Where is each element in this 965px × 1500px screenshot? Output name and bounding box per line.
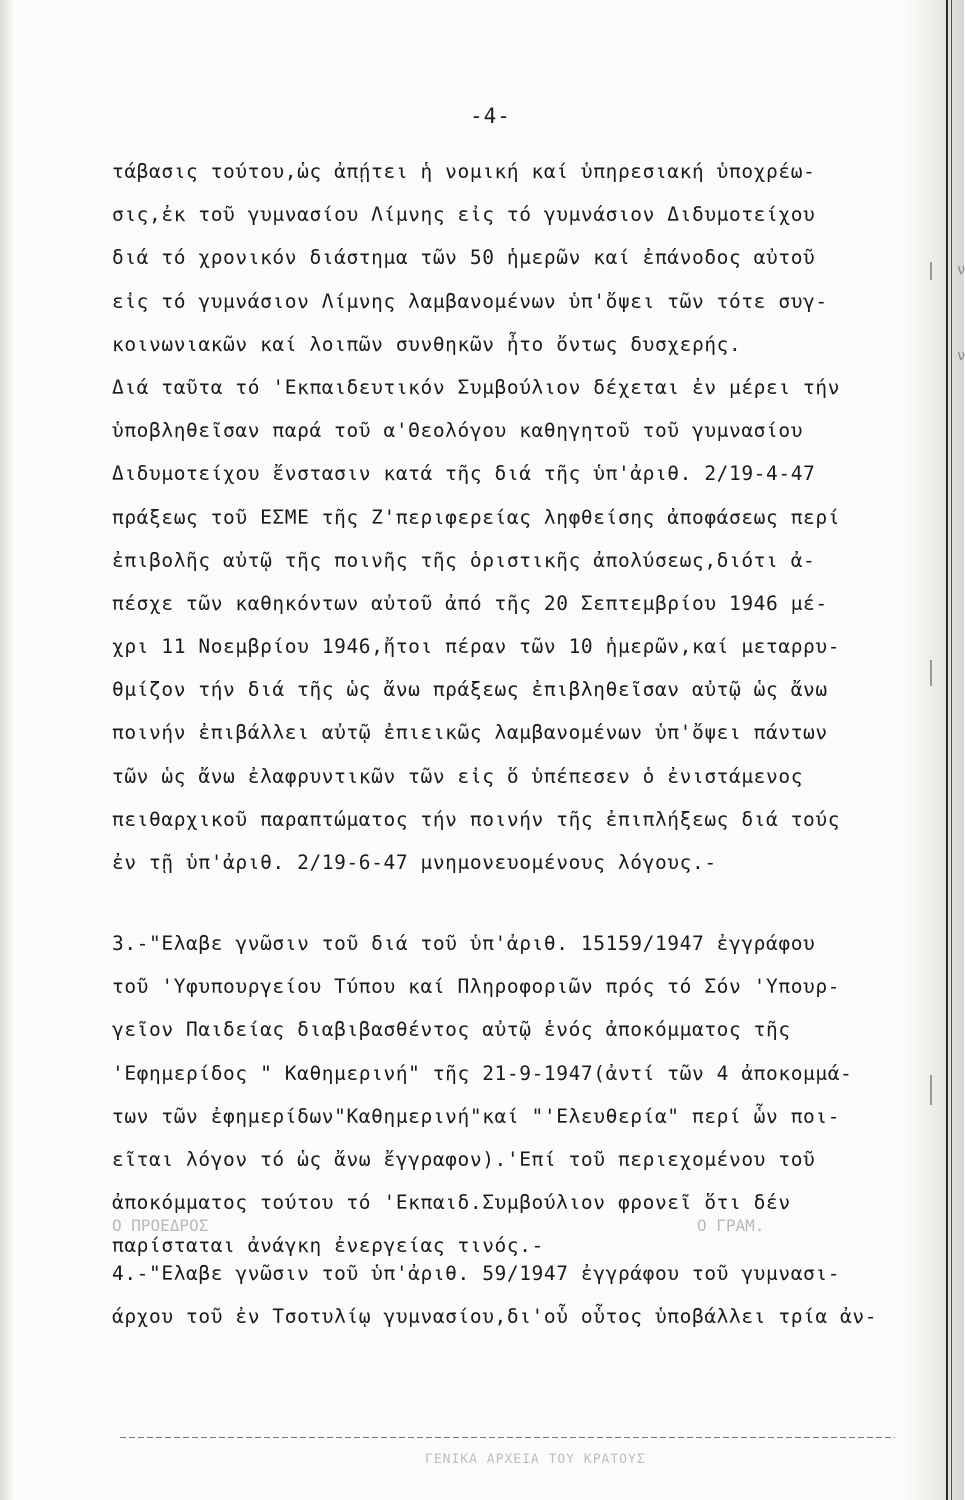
text-line: 'Εφημερίδος " Καθημερινή" τῆς 21-9-1947(ἀντί τῶν 4 ἀποκομμά-: [112, 1061, 853, 1085]
text-line: εἰς τό γυμνάσιον Λίμνης λαμβανομένων ὑπ'ὄψει τῶν τότε συγ-: [112, 289, 828, 313]
margin-mark: ν: [957, 348, 965, 364]
faint-signature-left: Ο ΠΡΟΕΔΡΟΣ: [112, 1216, 209, 1235]
text-line: θμίζον τήν διά τῆς ὡς ἄνω πράξεως ἐπιβληθεῖσαν αὐτῷ ὡς ἄνω: [112, 678, 828, 702]
text-line: τοῦ 'Υφυπουργείου Τύπου καί Πληροφοριῶν πρός τό Σόν 'Υπουρ-: [112, 975, 841, 999]
text-line: εῖται λόγον τό ὡς ἄνω ἔγγραφον).'Επί τοῦ περιεχομένου τοῦ: [112, 1147, 816, 1171]
archive-stamp-faint: ΓΕΝΙΚΑ ΑΡΧΕΙΑ ΤΟΥ ΚΡΑΤΟΥΣ: [425, 1452, 646, 1467]
binding-line: [951, 0, 952, 1500]
paragraph-item-4: [112, 1252, 902, 1338]
text-line: άρχου τοῦ ἐν Τσοτυλίῳ γυμνασίου,δι'οὗ οὗτος ὑποβάλλει τρία ἀν-: [112, 1305, 878, 1329]
page-left-shadow: [0, 0, 14, 1500]
text-line: ἐπιβολῆς αὐτῷ τῆς ποινῆς τῆς ὁριστικῆς ἀπολύσεως,διότι ἀ-: [112, 548, 816, 572]
paragraph-item-3: [112, 922, 902, 1268]
text-line: ἐν τῇ ὑπ'ἀριθ. 2/19-6-47 μνημονευομένους λόγους.-: [112, 851, 717, 874]
text-line: κοινωνιακῶν καί λοιπῶν συνθηκῶν ἦτο ὄντως δυσχερής.: [112, 332, 742, 356]
margin-mark: ν: [957, 262, 965, 278]
text-line: παρίσταται ἀνάγκη ἐνεργείας τινός.-: [112, 1234, 544, 1258]
text-line: Διδυμοτείχου ἔνστασιν κατά τῆς διά τῆς ὑπ'ἀριθ. 2/19-4-47: [112, 462, 816, 486]
binding-line: [946, 0, 948, 1500]
text-line: ποινήν ἐπιβάλλει αὐτῷ ἐπιεικῶς λαμβανομένων ὑπ'ὄψει πάντων: [112, 721, 828, 745]
text-line: πέσχε τῶν καθηκόντων αὐτοῦ ἀπό τῆς 20 Σεπτεμβρίου 1946 μέ-: [112, 591, 828, 615]
text-line: πράξεως τοῦ ΕΣΜΕ τῆς Ζ'περιφερείας ληφθείσης ἀποφάσεως περί: [112, 505, 841, 529]
text-line: ἀποκόμματος τούτου τό 'Εκπαιδ.Συμβούλιον φρονεῖ ὅτι δέν: [112, 1191, 791, 1215]
text-line: διά τό χρονικόν διάστημα τῶν 50 ἡμερῶν καί ἐπάνοδος αὐτοῦ: [112, 246, 816, 270]
page-number: -4-: [470, 104, 511, 128]
paragraph-continuation: [112, 150, 902, 884]
margin-tick: [930, 1075, 932, 1105]
binding-edge: [906, 0, 964, 1500]
margin-tick: [930, 660, 932, 686]
text-line: τῶν ὡς ἄνω ἐλαφρυντικῶν τῶν εἰς ὅ ὑπέπεσεν ὁ ἐνιστάμενος: [112, 764, 804, 788]
margin-tick: [930, 262, 932, 280]
text-line: σις,ἐκ τοῦ γυμνασίου Λίμνης εἰς τό γυμνάσιον Διδυμοτείχου: [112, 203, 816, 227]
text-line: Διά ταῦτα τό 'Εκπαιδευτικόν Συμβούλιον δέχεται ἐν μέρει τήν: [112, 375, 841, 399]
faint-signature-right: Ο ΓΡΑΜ.: [697, 1216, 765, 1235]
text-line: χρι 11 Νοεμβρίου 1946,ἤτοι πέραν τῶν 10 ἡμερῶν,καί μεταρρυ-: [112, 635, 841, 659]
text-line: τάβασις τούτου,ὡς ἀπῄτει ἡ νομική καί ὑπηρεσιακή ὑποχρέω-: [112, 160, 816, 183]
bottom-rule: [120, 1437, 895, 1438]
text-line: γεῖον Παιδείας διαβιβασθέντος αὐτῷ ἑνός ἀποκόμματος τῆς: [112, 1018, 791, 1042]
text-line: 3.-"Ελαβε γνῶσιν τοῦ διά τοῦ ὑπ'ἀριθ. 15159/1947 ἐγγράφου: [112, 932, 816, 955]
text-line: 4.-"Ελαβε γνῶσιν τοῦ ὑπ'ἀριθ. 59/1947 ἐγγράφου τοῦ γυμνασι-: [112, 1262, 841, 1285]
text-line: πειθαρχικοῦ παραπτώματος τήν ποινήν τῆς ἐπιπλήξεως διά τούς: [112, 807, 841, 831]
text-line: των τῶν ἐφημερίδων"Καθημερινή"καί "'Ελευθερία" περί ὧν ποι-: [112, 1104, 841, 1128]
text-line: ὑποβληθεῖσαν παρά τοῦ α'Θεολόγου καθηγητοῦ τοῦ γυμνασίου: [112, 419, 804, 443]
